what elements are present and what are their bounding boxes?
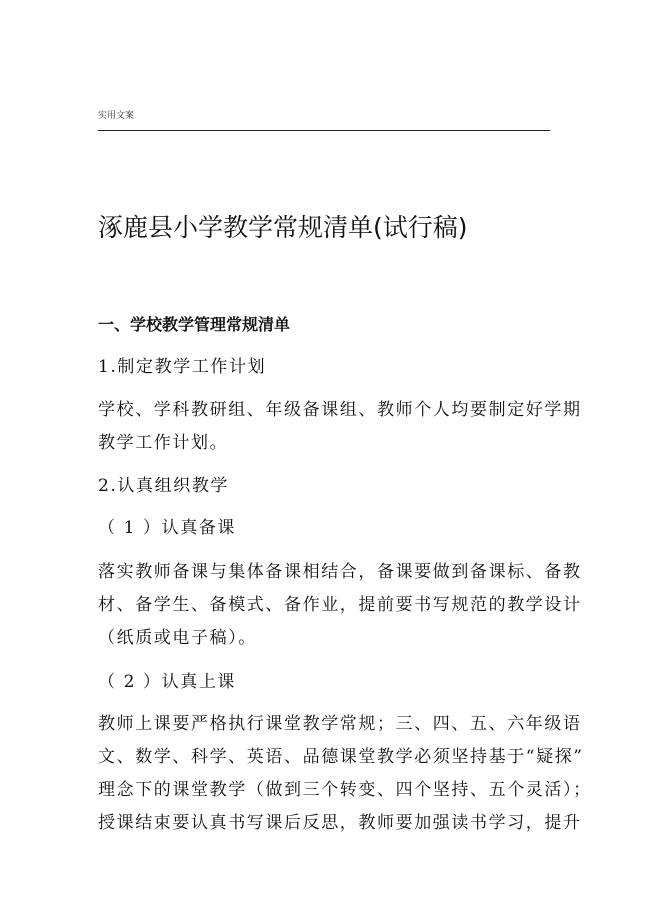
subitem-title-2: （ 2 ）认真上课 [98,672,237,692]
header-label: 实用文案 [98,111,135,121]
item-title-1: 1.制定教学工作计划 [98,357,267,377]
item-title-2: 2.认真组织教学 [98,476,230,496]
paragraph-line: 理念下的课堂教学（做到三个转变、四个坚持、五个灵活）； [98,780,592,800]
paragraph-line: 学校、学科教研组、年级备课组、教师个人均要制定好学期 [98,400,582,420]
paragraph-line: 落实教师备课与集体备课相结合，备课要做到备课标、备教 [98,562,582,582]
paragraph-line: 材、备学生、备模式、备作业，提前要书写规范的教学设计 [98,595,582,615]
subitem-title-1: （ 1 ）认真备课 [98,518,237,538]
paragraph-line: 教师上课要严格执行课堂教学常规；三、四、五、六年级语 [98,714,582,734]
paragraph-line: 授课结束要认真书写课后反思，教师要加强读书学习，提升 [98,813,582,833]
document-title: 涿鹿县小学教学常规清单(试行稿) [98,213,468,242]
header-divider [98,130,550,131]
paragraph-line: （纸质或电子稿）。 [98,628,257,648]
paragraph-line: 教学工作计划。 [98,433,229,453]
section-heading-1: 一、学校教学管理常规清单 [98,315,291,334]
paragraph-line: 文、数学、科学、英语、品德课堂教学必须坚持基于“疑探” [98,747,584,767]
